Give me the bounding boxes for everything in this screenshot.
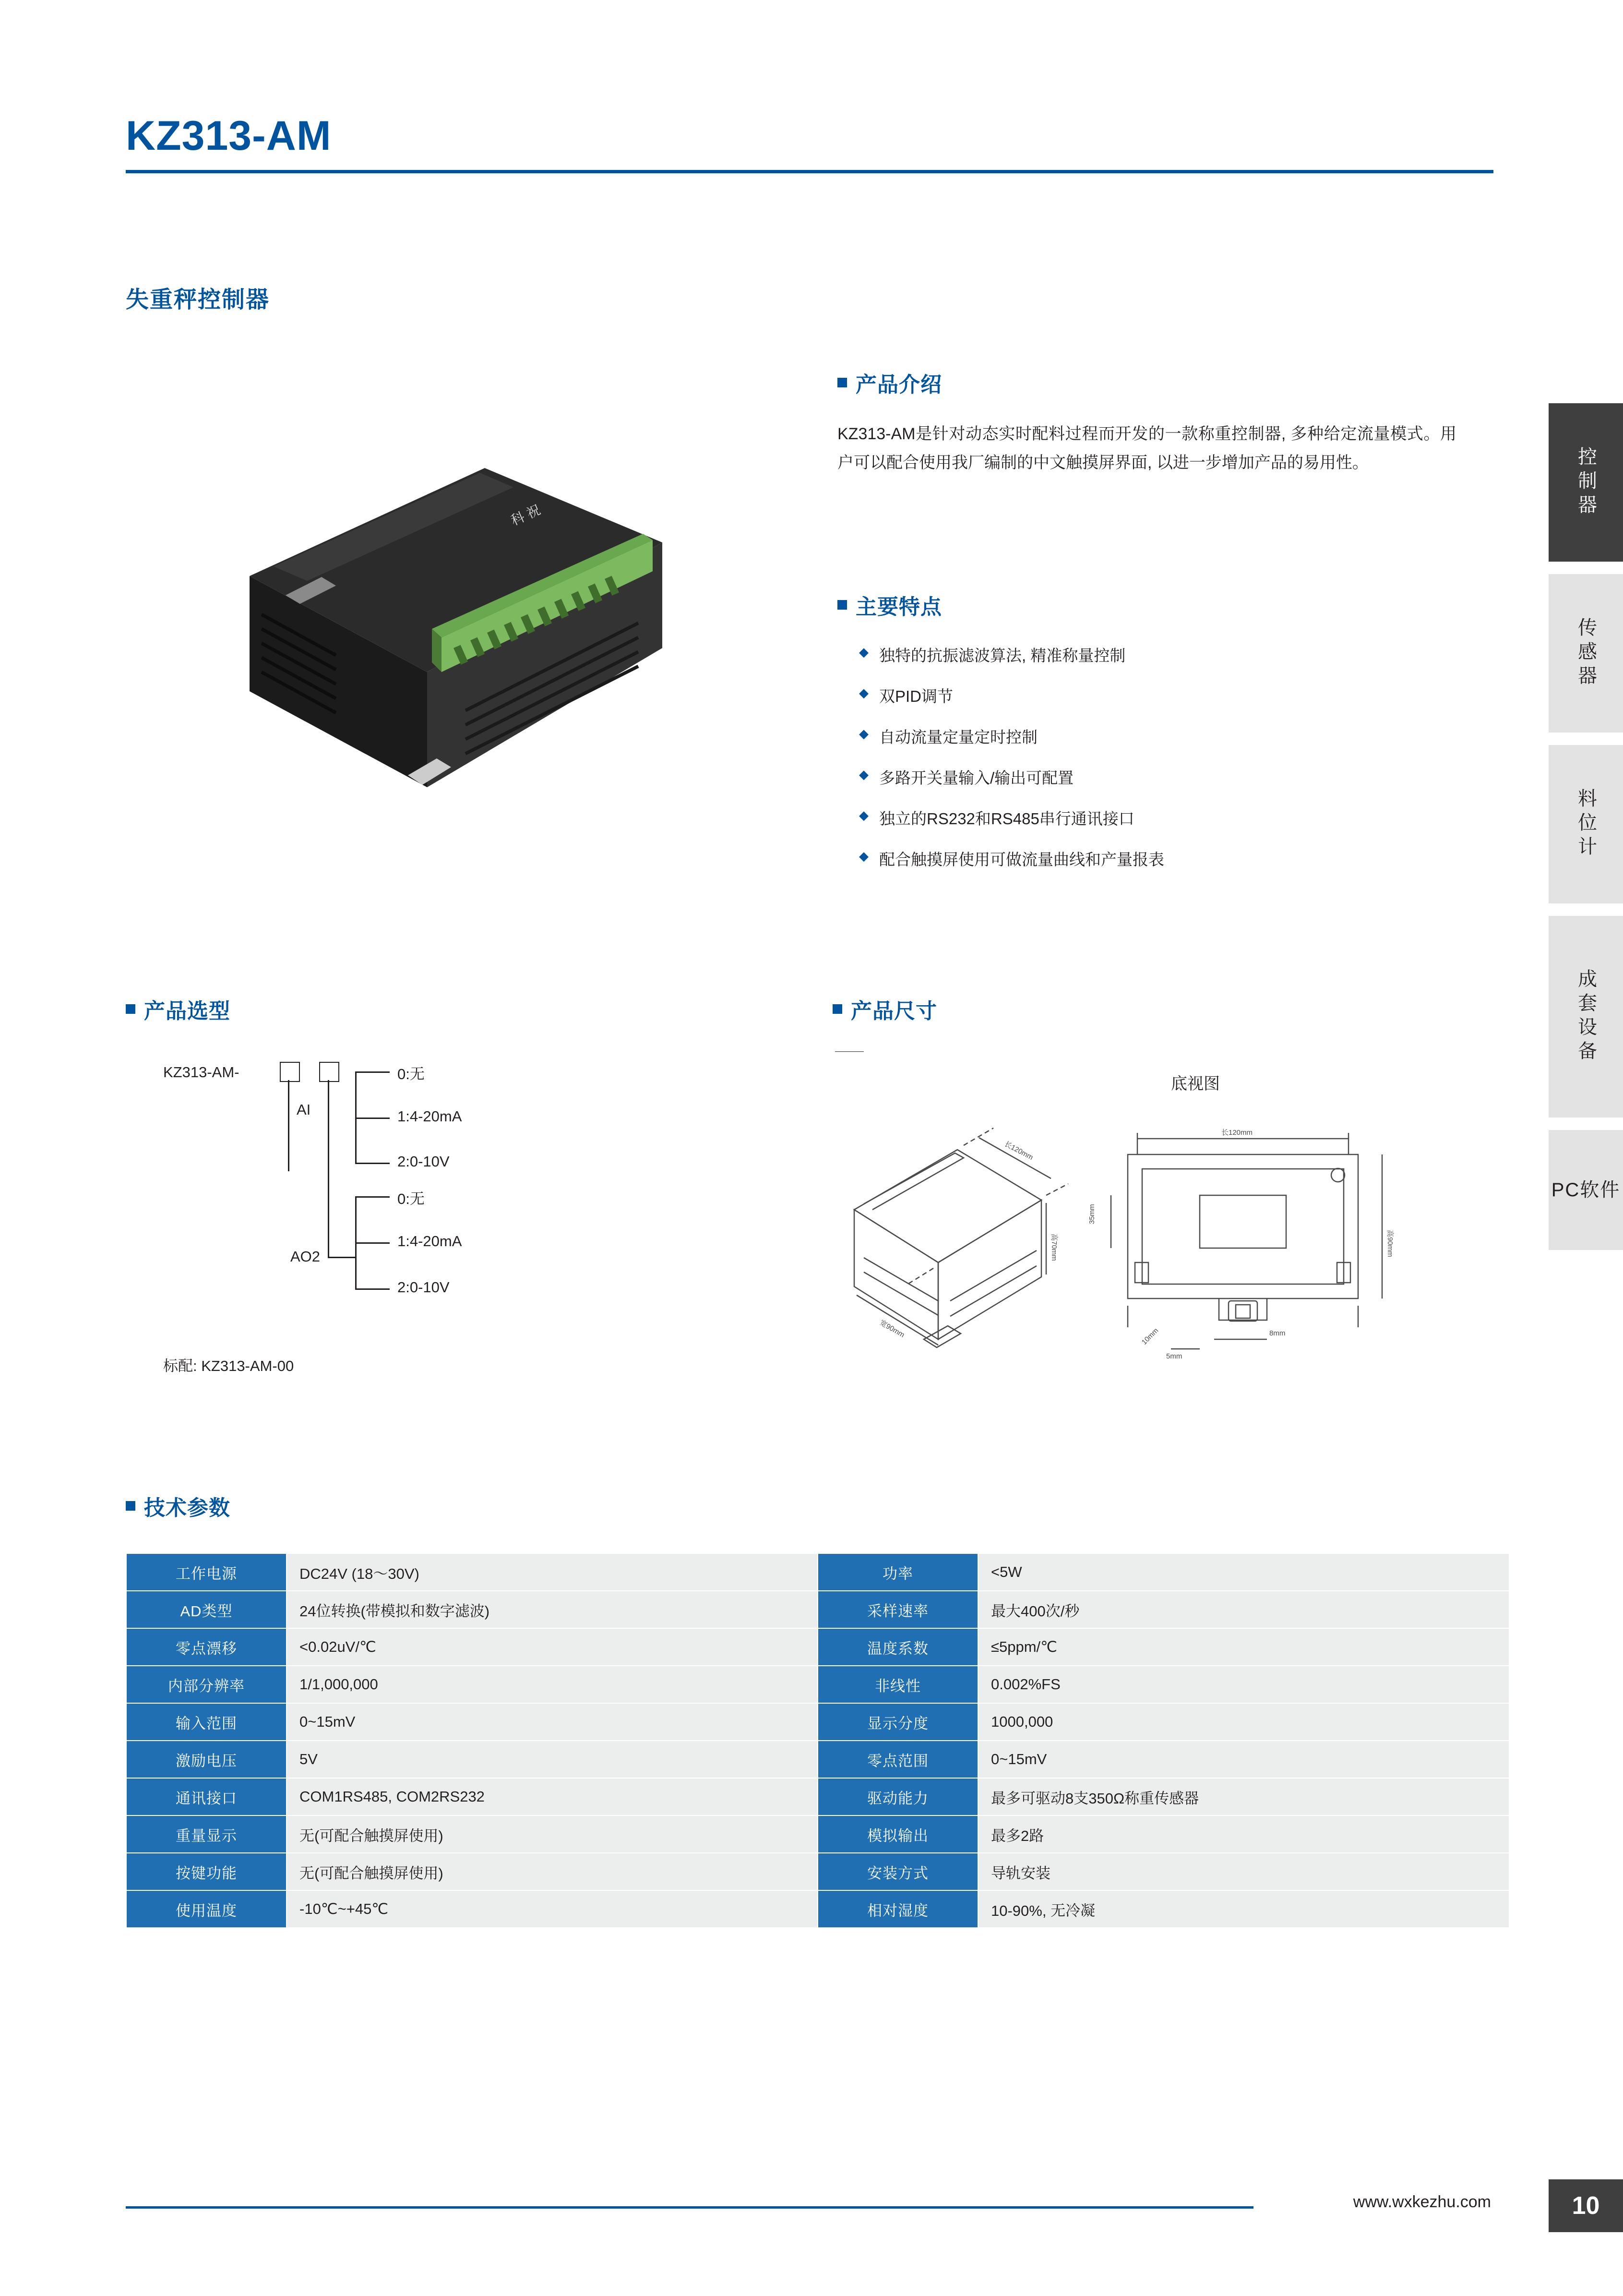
model-option-label: 0:无 bbox=[397, 1190, 425, 1207]
table-cell-value: COM1RS485, COM2RS232 bbox=[286, 1778, 818, 1815]
model-connector-line bbox=[355, 1242, 390, 1244]
page-title: KZ313-AM bbox=[126, 113, 332, 159]
table-cell-label: 模拟输出 bbox=[818, 1815, 978, 1853]
diamond-icon: ◆ bbox=[859, 767, 869, 781]
table-cell-label: 输入范围 bbox=[126, 1703, 286, 1741]
section-heading-dimensions bbox=[833, 994, 937, 1024]
feature-label: 独立的RS232和RS485串行通讯接口 bbox=[879, 810, 1134, 828]
table-cell-label: 零点范围 bbox=[818, 1741, 978, 1778]
table-row bbox=[126, 1703, 1509, 1741]
svg-text:35mm: 35mm bbox=[1088, 1204, 1096, 1224]
model-connector-line bbox=[328, 1257, 355, 1258]
intro-paragraph: KZ313-AM是针对动态实时配料过程而开发的一款称重控制器, 多种给定流量模式。用户可以配合使用我厂编制的中文触摸屏界面, 以进一步增加产品的易用性。 bbox=[837, 425, 1456, 472]
sidebar-item-label: 成套设备 bbox=[1575, 969, 1597, 1065]
table-cell-value: <5W bbox=[978, 1553, 1509, 1591]
model-connector-line bbox=[355, 1071, 390, 1073]
table-cell-value: 导轨安装 bbox=[978, 1853, 1509, 1890]
sidebar-item-label: PC软件 bbox=[1551, 1179, 1621, 1201]
model-connector-line bbox=[355, 1163, 390, 1164]
sidebar-item-label: 控制器 bbox=[1575, 446, 1597, 518]
model-option-label: 1:4-20mA bbox=[397, 1233, 462, 1250]
list-item bbox=[859, 725, 1459, 747]
model-connector-line bbox=[355, 1196, 390, 1198]
section-heading-features bbox=[837, 589, 942, 620]
table-cell-label: 重量显示 bbox=[126, 1815, 286, 1853]
table-row bbox=[126, 1666, 1509, 1703]
model-option-label: 2:0-10V bbox=[397, 1153, 450, 1170]
side-tab-bar[interactable] bbox=[1549, 403, 1623, 1262]
sidebar-item-complete-equipment[interactable] bbox=[1549, 916, 1623, 1118]
table-cell-value: 1/1,000,000 bbox=[286, 1666, 818, 1703]
dimension-caption: 底视图 bbox=[1171, 1075, 1220, 1093]
model-standard-note: 标配: KZ313-AM-00 bbox=[163, 1358, 294, 1374]
model-group2-label: AO2 bbox=[290, 1248, 321, 1265]
table-cell-value: DC24V (18～30V) bbox=[286, 1553, 818, 1591]
table-cell-label: 相对湿度 bbox=[818, 1890, 978, 1928]
table-cell-value: 24位转换(带模拟和数字滤波) bbox=[286, 1591, 818, 1628]
feature-label: 多路开关量输入/输出可配置 bbox=[879, 769, 1074, 787]
tech-params-table-wrap bbox=[126, 1553, 1477, 1928]
svg-text:宽90mm: 宽90mm bbox=[878, 1318, 906, 1339]
diamond-icon: ◆ bbox=[859, 808, 869, 822]
feature-label: 自动流量定量定时控制 bbox=[879, 728, 1038, 746]
diamond-icon: ◆ bbox=[859, 685, 869, 700]
svg-text:10mm: 10mm bbox=[1140, 1326, 1160, 1346]
sidebar-item-pc-software[interactable] bbox=[1549, 1130, 1623, 1250]
table-cell-label: 按键功能 bbox=[126, 1853, 286, 1890]
table-cell-label: 激励电压 bbox=[126, 1741, 286, 1778]
table-cell-label: 功率 bbox=[818, 1553, 978, 1591]
svg-text:高70mm: 高70mm bbox=[1050, 1234, 1058, 1261]
table-cell-value: -10℃~+45℃ bbox=[286, 1890, 818, 1928]
table-cell-label: 工作电源 bbox=[126, 1553, 286, 1591]
table-cell-label: 安装方式 bbox=[818, 1853, 978, 1890]
bullet-square-icon bbox=[126, 1501, 135, 1511]
model-box-ao2 bbox=[319, 1062, 339, 1082]
sidebar-item-label: 传感器 bbox=[1575, 617, 1597, 689]
model-box-ai bbox=[280, 1062, 300, 1082]
table-row bbox=[126, 1853, 1509, 1890]
model-connector-line bbox=[355, 1071, 357, 1163]
table-cell-value: ≤5ppm/℃ bbox=[978, 1628, 1509, 1666]
list-item bbox=[859, 806, 1459, 829]
table-cell-label: 使用温度 bbox=[126, 1890, 286, 1928]
dimension-drawings bbox=[835, 1051, 1473, 1426]
model-option-label: 1:4-20mA bbox=[397, 1108, 462, 1125]
model-option-label: 2:0-10V bbox=[397, 1279, 450, 1296]
feature-list bbox=[859, 643, 1459, 888]
table-cell-value: 0~15mV bbox=[978, 1741, 1509, 1778]
table-cell-value: 最多2路 bbox=[978, 1815, 1509, 1853]
diamond-icon: ◆ bbox=[859, 726, 869, 741]
table-cell-value: 10-90%, 无冷凝 bbox=[978, 1890, 1509, 1928]
tech-heading-label: 技术参数 bbox=[144, 1496, 230, 1520]
features-heading-label: 主要特点 bbox=[856, 595, 942, 619]
sidebar-item-controller[interactable] bbox=[1549, 403, 1623, 562]
model-group1-label: AI bbox=[297, 1101, 311, 1118]
page-subtitle: 失重秤控制器 bbox=[126, 287, 270, 313]
section-heading-model bbox=[126, 994, 230, 1024]
table-cell-label: 显示分度 bbox=[818, 1703, 978, 1741]
bullet-square-icon bbox=[837, 600, 847, 610]
svg-text:长120mm: 长120mm bbox=[1003, 1140, 1035, 1162]
table-cell-label: 驱动能力 bbox=[818, 1778, 978, 1815]
product-photo bbox=[178, 422, 725, 821]
table-cell-value: 无(可配合触摸屏使用) bbox=[286, 1815, 818, 1853]
sidebar-item-level-meter[interactable] bbox=[1549, 745, 1623, 903]
table-row bbox=[126, 1890, 1509, 1928]
svg-text:科 祝: 科 祝 bbox=[508, 502, 543, 529]
table-cell-value: 无(可配合触摸屏使用) bbox=[286, 1853, 818, 1890]
sidebar-item-label: 料位计 bbox=[1575, 788, 1597, 860]
section-heading-tech bbox=[126, 1491, 230, 1521]
sidebar-item-sensor[interactable] bbox=[1549, 574, 1623, 733]
table-cell-label: 内部分辨率 bbox=[126, 1666, 286, 1703]
feature-label: 双PID调节 bbox=[879, 687, 954, 705]
table-row bbox=[126, 1553, 1509, 1591]
bullet-square-icon bbox=[837, 378, 847, 387]
table-cell-label: 温度系数 bbox=[818, 1628, 978, 1666]
table-cell-label: 采样速率 bbox=[818, 1591, 978, 1628]
model-connector-line bbox=[328, 1080, 329, 1258]
tech-params-table bbox=[126, 1553, 1510, 1928]
table-cell-label: 非线性 bbox=[818, 1666, 978, 1703]
svg-text:8mm: 8mm bbox=[1269, 1329, 1286, 1337]
table-cell-label: 通讯接口 bbox=[126, 1778, 286, 1815]
table-row bbox=[126, 1628, 1509, 1666]
bullet-square-icon bbox=[833, 1004, 842, 1014]
table-cell-value: 5V bbox=[286, 1741, 818, 1778]
table-cell-value: 0.002%FS bbox=[978, 1666, 1509, 1703]
svg-text:高90mm: 高90mm bbox=[1386, 1230, 1394, 1257]
list-item bbox=[859, 766, 1459, 788]
table-cell-value: 0~15mV bbox=[286, 1703, 818, 1741]
svg-text:5mm: 5mm bbox=[1166, 1352, 1182, 1360]
table-row bbox=[126, 1778, 1509, 1815]
model-connector-line bbox=[355, 1288, 390, 1290]
list-item bbox=[859, 684, 1459, 707]
diamond-icon: ◆ bbox=[859, 645, 869, 659]
list-item bbox=[859, 643, 1459, 666]
table-row bbox=[126, 1741, 1509, 1778]
table-cell-value: 最大400次/秒 bbox=[978, 1591, 1509, 1628]
table-cell-value: 1000,000 bbox=[978, 1703, 1509, 1741]
model-connector-line bbox=[355, 1118, 390, 1119]
table-cell-label: 零点漂移 bbox=[126, 1628, 286, 1666]
table-cell-label: AD类型 bbox=[126, 1591, 286, 1628]
footer-divider bbox=[126, 2206, 1253, 2209]
model-selection-diagram bbox=[144, 1051, 758, 1397]
diamond-icon: ◆ bbox=[859, 849, 869, 863]
list-item bbox=[859, 847, 1459, 870]
table-cell-value: <0.02uV/℃ bbox=[286, 1628, 818, 1666]
model-heading-label: 产品选型 bbox=[144, 999, 230, 1023]
model-option-label: 0:无 bbox=[397, 1066, 425, 1082]
title-divider bbox=[126, 170, 1493, 173]
intro-heading-label: 产品介绍 bbox=[856, 373, 942, 397]
page-number: 10 bbox=[1549, 2179, 1623, 2232]
dimension-heading-label: 产品尺寸 bbox=[851, 999, 937, 1023]
table-row bbox=[126, 1815, 1509, 1853]
section-heading-intro bbox=[837, 367, 942, 398]
footer-url: www.wxkezhu.com bbox=[1353, 2193, 1491, 2211]
feature-label: 配合触摸屏使用可做流量曲线和产量报表 bbox=[879, 851, 1164, 868]
svg-text:长120mm: 长120mm bbox=[1221, 1129, 1253, 1137]
table-row bbox=[126, 1591, 1509, 1628]
bullet-square-icon bbox=[126, 1004, 135, 1014]
model-connector-line bbox=[288, 1080, 289, 1171]
feature-label: 独特的抗振滤波算法, 精准称量控制 bbox=[879, 647, 1126, 664]
title-block bbox=[126, 115, 1493, 173]
table-cell-value: 最多可驱动8支350Ω称重传感器 bbox=[978, 1778, 1509, 1815]
model-base-code: KZ313-AM- bbox=[163, 1064, 239, 1081]
